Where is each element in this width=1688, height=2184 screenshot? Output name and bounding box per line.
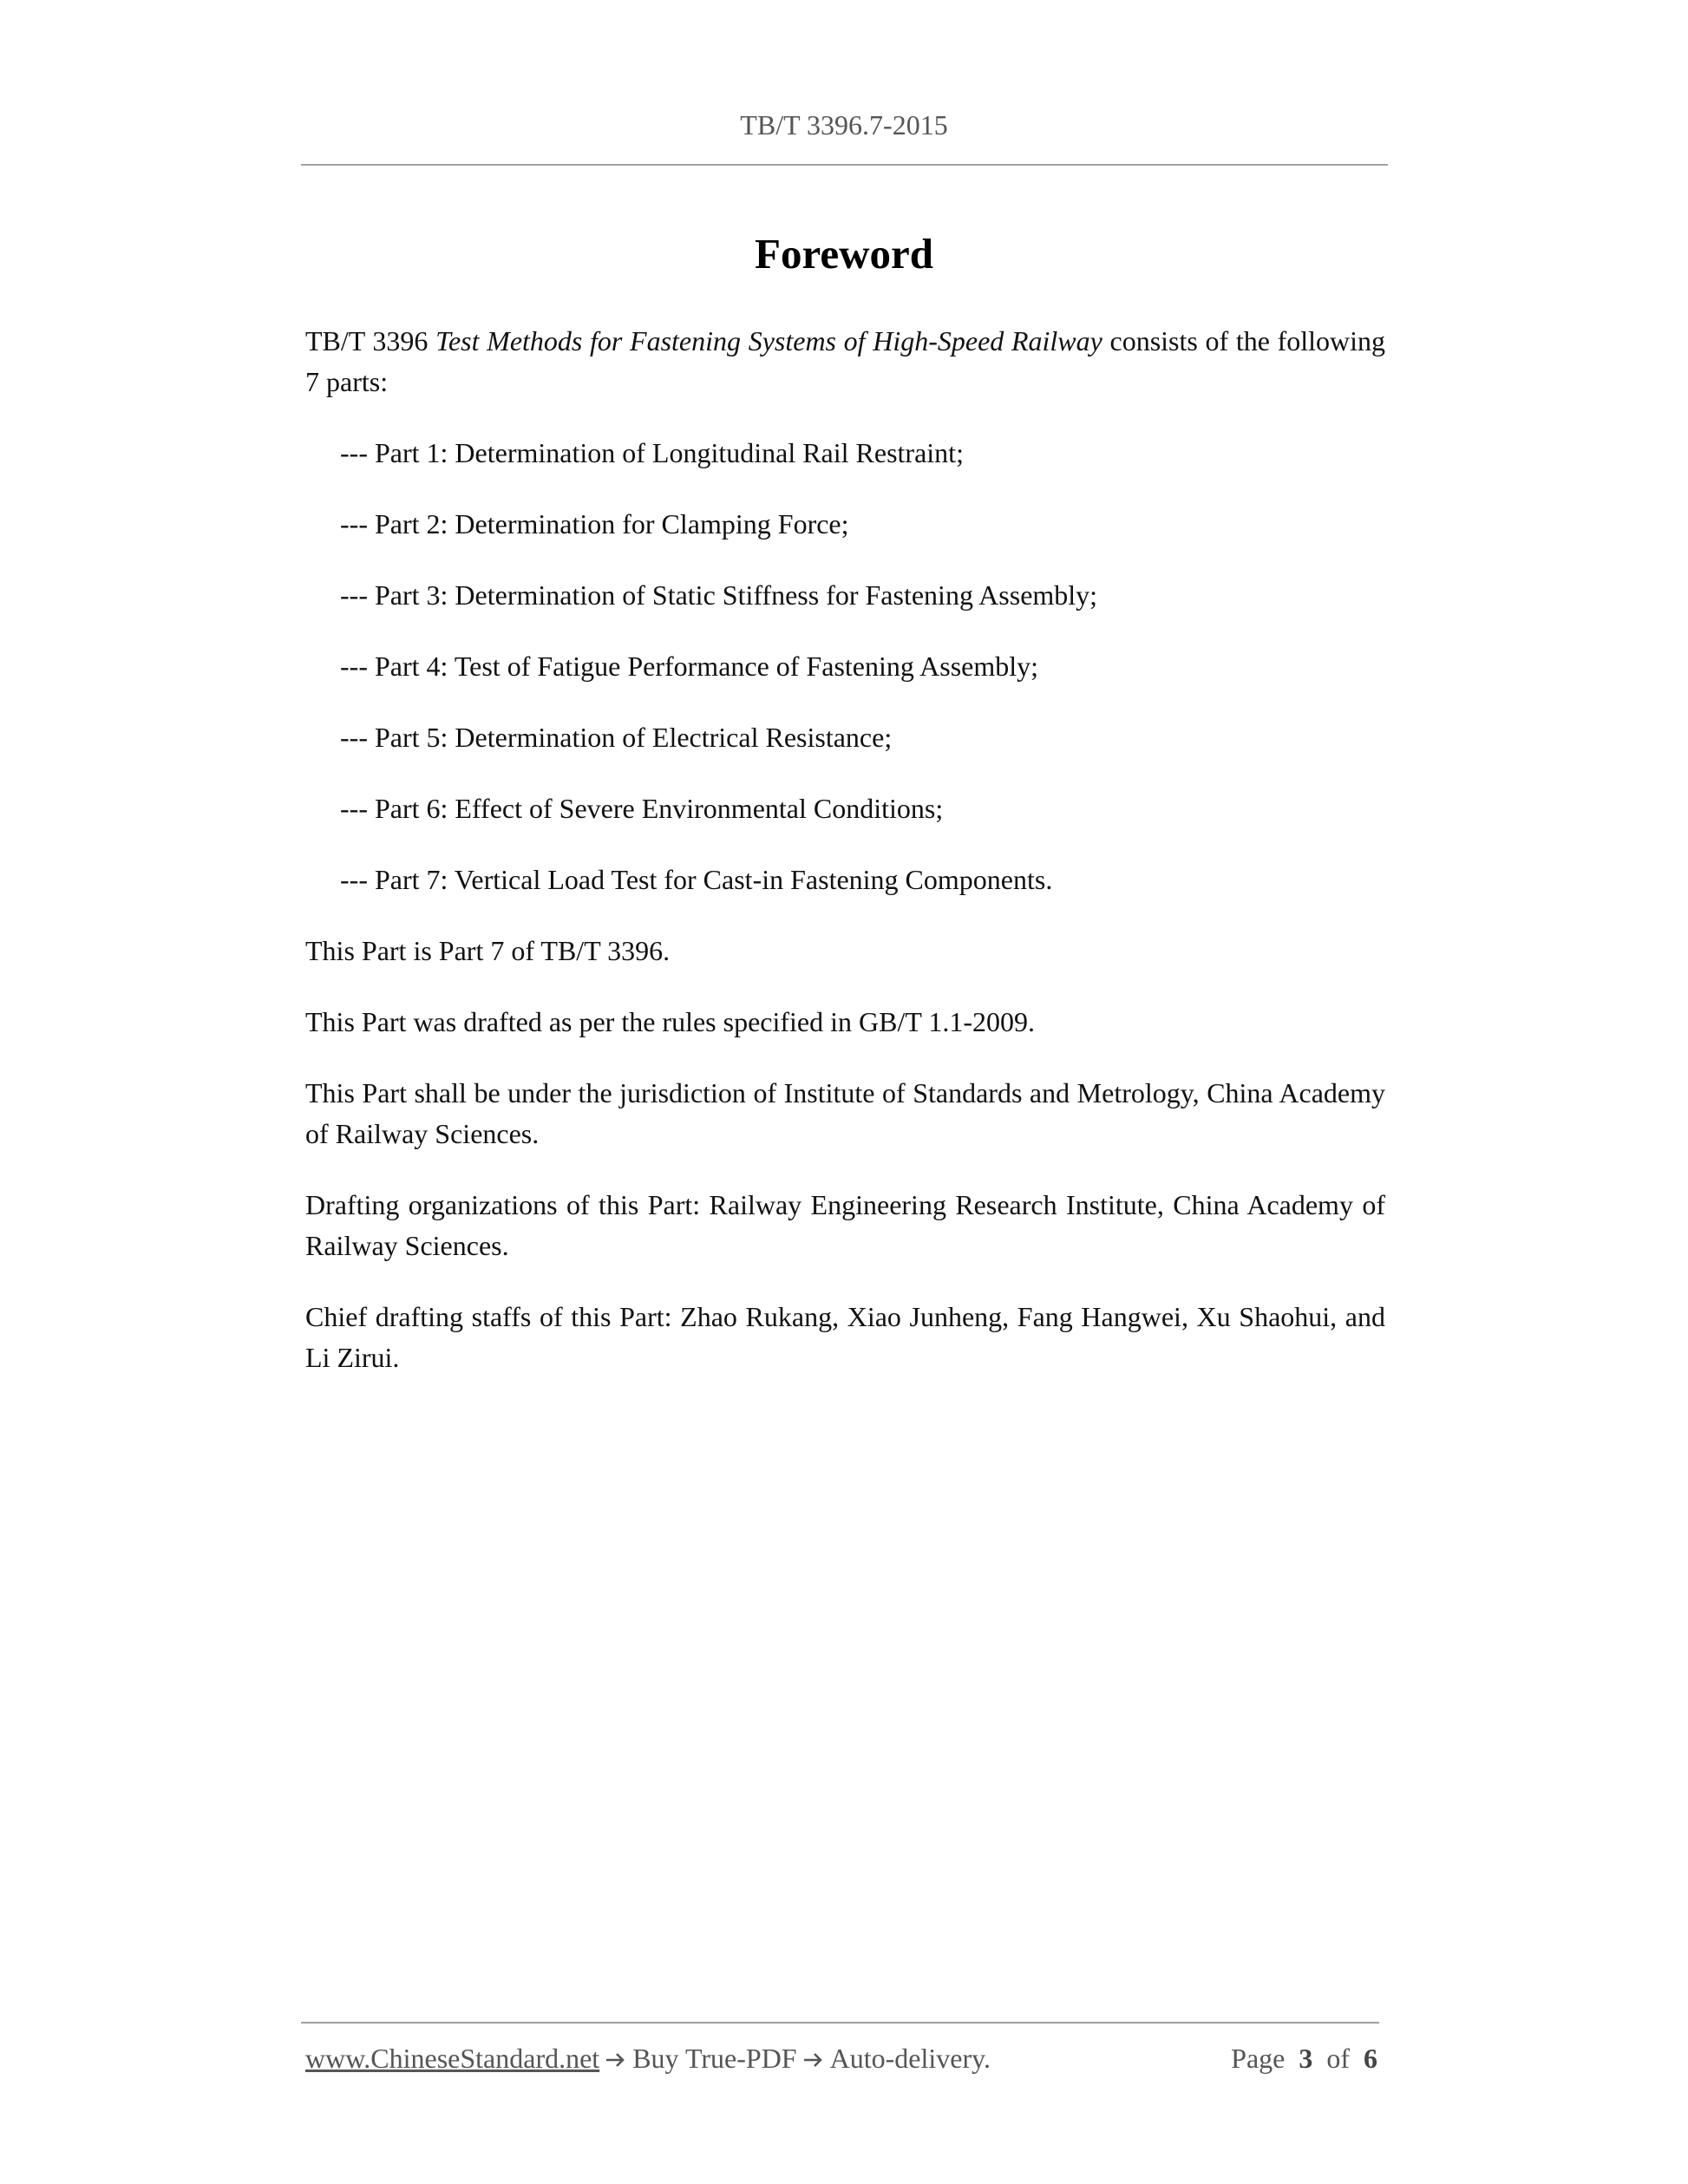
paragraph-drafting-organizations: Drafting organizations of this Part: Railway Engineering Research Institute, China Academy of Railway Sciences. [305,1189,1385,1261]
paragraph-drafting-rules: This Part was drafted as per the rules specified in GB/T 1.1-2009. [305,1006,1035,1037]
part-item-5: --- Part 5: Determination of Electrical Resistance; [340,722,893,753]
part-item-6: --- Part 6: Effect of Severe Environmental Conditions; [340,793,944,824]
paragraph-jurisdiction: This Part shall be under the jurisdiction of Institute of Standards and Metrology, China Academy of Railway Sciences. [305,1077,1385,1149]
auto-delivery-text: Auto-delivery. [829,2043,991,2074]
page-footer [305,2043,1377,2083]
buy-true-pdf-text: Buy True-PDF [632,2043,797,2074]
paragraph-part-number: This Part is Part 7 of TB/T 3396. [305,935,671,966]
document-code-header: TB/T 3396.7-2015 [740,109,948,141]
page-indicator [1231,2043,1377,2075]
footer-links [305,2043,991,2075]
intro-paragraph [305,321,1385,402]
part-item-1: --- Part 1: Determination of Longitudinal Rail Restraint; [340,437,964,468]
page-label: Page [1231,2043,1286,2074]
part-item-2: --- Part 2: Determination for Clamping Force; [340,508,849,539]
header-divider [301,164,1388,166]
parts-list [305,433,1385,900]
intro-prefix: TB/T 3396 [305,325,436,356]
standard-title: Test Methods for Fastening Systems of High-Speed Railway [435,325,1102,356]
footer-divider [301,2022,1379,2024]
arrow-right-icon [605,2051,627,2069]
paragraph-chief-drafting-staff: Chief drafting staffs of this Part: Zhao Rukang, Xiao Junheng, Fang Hangwei, Xu Shaohui, and Li Zirui. [305,1301,1385,1373]
part-item-4: --- Part 4: Test of Fatigue Performance of Fastening Assembly; [340,651,1039,682]
part-item-7: --- Part 7: Vertical Load Test for Cast-in Fastening Components. [340,864,1053,895]
page-current: 3 [1299,2043,1313,2074]
arrow-right-icon [802,2051,825,2069]
page-of-label: of [1326,2043,1350,2074]
page-total: 6 [1364,2043,1377,2074]
part-item-3: --- Part 3: Determination of Static Stiffness for Fastening Assembly; [340,579,1098,611]
intro-suffix: consists of the following 7 parts: [305,325,1386,397]
chinesestandard-link[interactable]: www.ChineseStandard.net [305,2043,600,2074]
foreword-body [305,321,1385,1378]
page-title: Foreword [755,230,933,278]
